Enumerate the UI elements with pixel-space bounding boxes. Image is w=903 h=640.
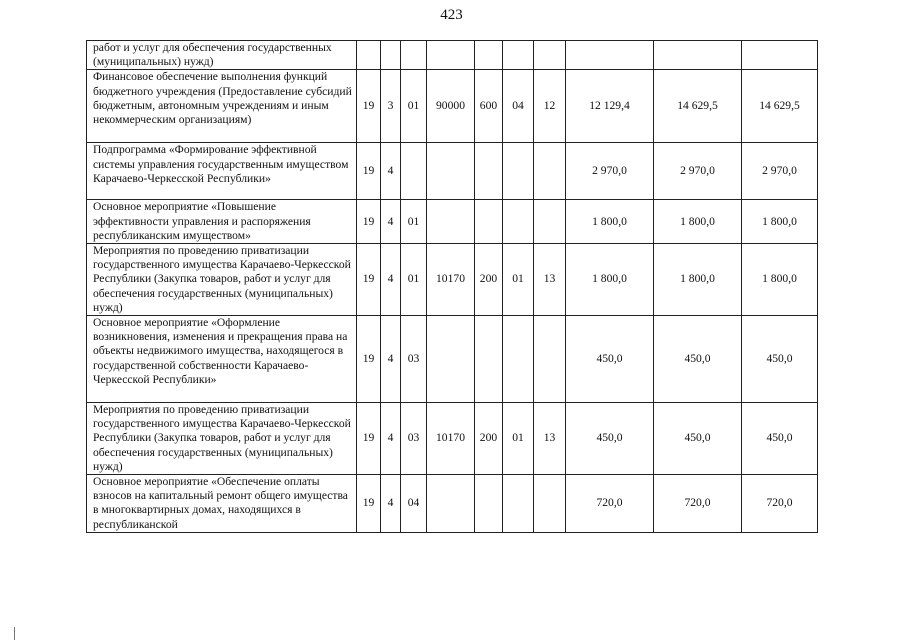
code-expense-type (475, 200, 503, 244)
code-activity: 03 (401, 316, 427, 403)
code-expense-type: 200 (475, 403, 503, 475)
code-target-program: 19 (357, 200, 381, 244)
code-section: 01 (503, 244, 534, 316)
table-row (87, 200, 818, 244)
code-direction (427, 41, 475, 70)
budget-table (86, 40, 818, 533)
code-subprogram: 4 (381, 244, 401, 316)
table-row (87, 316, 818, 403)
code-activity (401, 41, 427, 70)
amount-year-2: 450,0 (654, 316, 742, 403)
amount-year-1: 450,0 (566, 403, 654, 475)
code-subsection: 13 (534, 244, 566, 316)
amount-year-2: 720,0 (654, 475, 742, 533)
code-direction: 10170 (427, 403, 475, 475)
code-activity: 01 (401, 244, 427, 316)
amount-year-1 (566, 41, 654, 70)
code-subsection: 13 (534, 403, 566, 475)
amount-year-1: 1 800,0 (566, 200, 654, 244)
row-name: Подпрограмма «Формирование эффективной системы управления государственным имуществом Карачаево-Черкесской Республики» (87, 143, 357, 200)
code-subsection (534, 143, 566, 200)
code-section: 04 (503, 70, 534, 143)
code-target-program: 19 (357, 70, 381, 143)
code-direction (427, 475, 475, 533)
amount-year-2: 450,0 (654, 403, 742, 475)
amount-year-2: 14 629,5 (654, 70, 742, 143)
code-expense-type (475, 41, 503, 70)
row-name: Основное мероприятие «Оформление возникновения, изменения и прекращения права на объекты недвижимого имущества, находящегося в государственной собственности Карачаево-Черкесской Республики» (87, 316, 357, 403)
amount-year-3: 1 800,0 (742, 200, 818, 244)
code-section (503, 475, 534, 533)
amount-year-2: 1 800,0 (654, 244, 742, 316)
table-row (87, 475, 818, 533)
code-subprogram: 3 (381, 70, 401, 143)
code-section (503, 316, 534, 403)
code-section (503, 41, 534, 70)
code-subprogram: 4 (381, 143, 401, 200)
code-subprogram: 4 (381, 475, 401, 533)
code-subsection (534, 475, 566, 533)
row-name: Финансовое обеспечение выполнения функций бюджетного учреждения (Предоставление субсидий бюджетным, автономным учреждениям и иным некоммерческим организациям) (87, 70, 357, 143)
row-name: Мероприятия по проведению приватизации государственного имущества Карачаево-Черкесской Республики (Закупка товаров, работ и услуг для обеспечения государственных (муниципальных) нужд) (87, 244, 357, 316)
code-direction (427, 200, 475, 244)
code-direction: 90000 (427, 70, 475, 143)
code-activity: 01 (401, 200, 427, 244)
code-section: 01 (503, 403, 534, 475)
amount-year-2: 2 970,0 (654, 143, 742, 200)
code-target-program: 19 (357, 475, 381, 533)
code-subsection (534, 316, 566, 403)
amount-year-1: 2 970,0 (566, 143, 654, 200)
amount-year-3: 1 800,0 (742, 244, 818, 316)
amount-year-3: 2 970,0 (742, 143, 818, 200)
amount-year-3: 450,0 (742, 316, 818, 403)
code-direction (427, 143, 475, 200)
code-section (503, 143, 534, 200)
row-name: Основное мероприятие «Обеспечение оплаты взносов на капитальный ремонт общего имущества в многоквартирных домах, находящихся в республиканской (87, 475, 357, 533)
code-activity: 03 (401, 403, 427, 475)
code-section (503, 200, 534, 244)
amount-year-1: 720,0 (566, 475, 654, 533)
code-direction (427, 316, 475, 403)
row-name: работ и услуг для обеспечения государственных (муниципальных) нужд) (87, 41, 357, 70)
row-name: Мероприятия по проведению приватизации государственного имущества Карачаево-Черкесской Республики (Закупка товаров, работ и услуг для обеспечения государственных (муниципальных) нужд) (87, 403, 357, 475)
table-row (87, 244, 818, 316)
code-target-program: 19 (357, 316, 381, 403)
code-expense-type (475, 475, 503, 533)
amount-year-3: 720,0 (742, 475, 818, 533)
table-row (87, 70, 818, 143)
amount-year-2 (654, 41, 742, 70)
code-expense-type: 200 (475, 244, 503, 316)
code-expense-type (475, 143, 503, 200)
code-subprogram: 4 (381, 316, 401, 403)
table-row (87, 403, 818, 475)
code-expense-type (475, 316, 503, 403)
code-subprogram: 4 (381, 403, 401, 475)
table-row (87, 41, 818, 70)
code-subprogram: 4 (381, 200, 401, 244)
code-subsection: 12 (534, 70, 566, 143)
amount-year-1: 12 129,4 (566, 70, 654, 143)
page-number: 423 (440, 7, 463, 23)
amount-year-1: 450,0 (566, 316, 654, 403)
amount-year-3: 14 629,5 (742, 70, 818, 143)
amount-year-1: 1 800,0 (566, 244, 654, 316)
code-expense-type: 600 (475, 70, 503, 143)
code-activity (401, 143, 427, 200)
code-activity: 01 (401, 70, 427, 143)
code-activity: 04 (401, 475, 427, 533)
scan-edge-mark (14, 627, 15, 640)
code-subsection (534, 200, 566, 244)
amount-year-2: 1 800,0 (654, 200, 742, 244)
code-subprogram (381, 41, 401, 70)
code-subsection (534, 41, 566, 70)
code-target-program: 19 (357, 244, 381, 316)
table-row (87, 143, 818, 200)
code-direction: 10170 (427, 244, 475, 316)
code-target-program: 19 (357, 403, 381, 475)
amount-year-3 (742, 41, 818, 70)
amount-year-3: 450,0 (742, 403, 818, 475)
code-target-program (357, 41, 381, 70)
row-name: Основное мероприятие «Повышение эффективности управления и распоряжения республиканским имуществом» (87, 200, 357, 244)
code-target-program: 19 (357, 143, 381, 200)
